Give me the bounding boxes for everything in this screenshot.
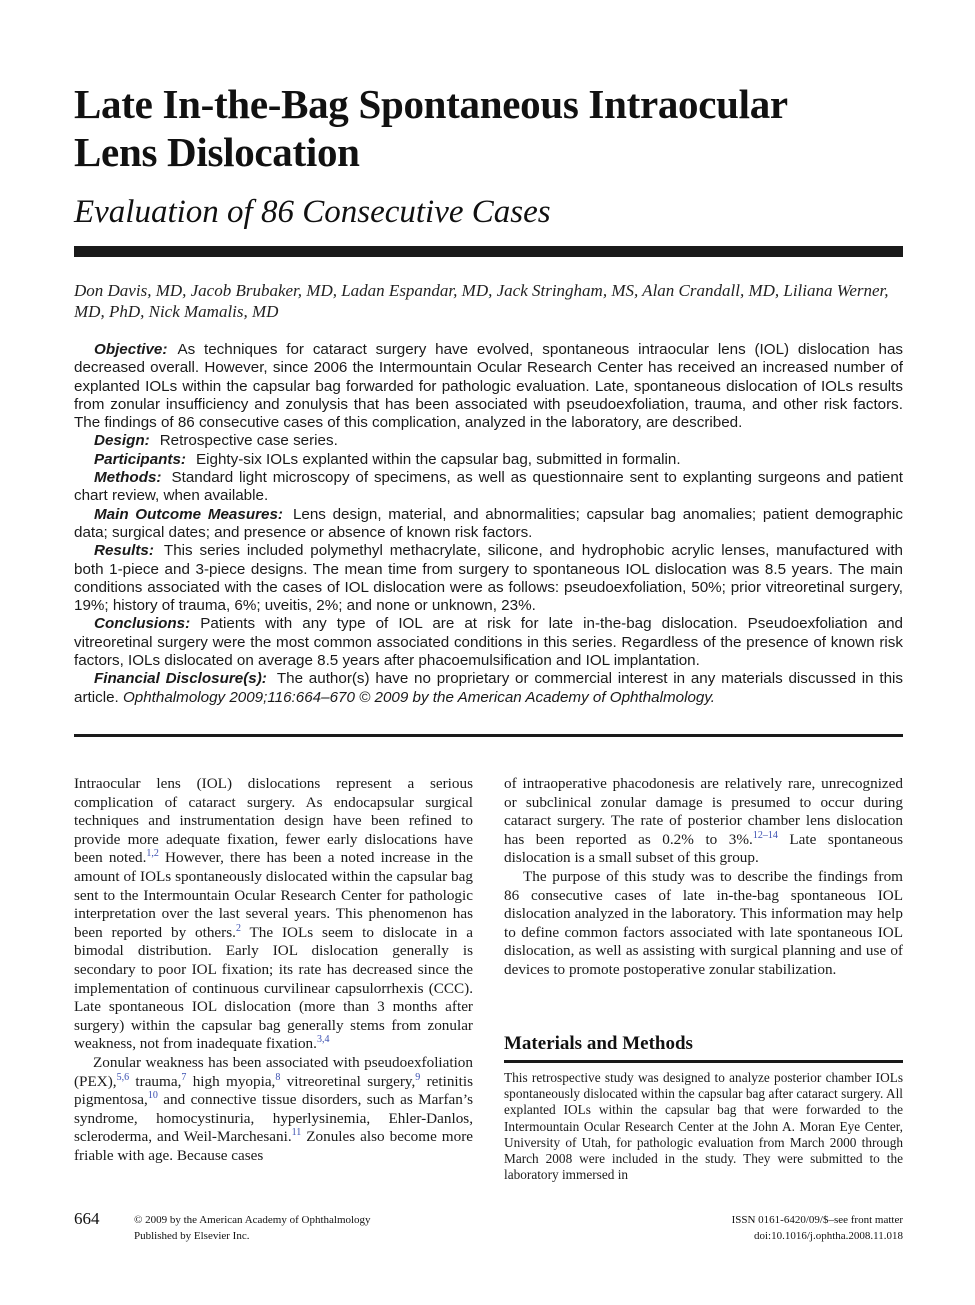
abstract: [74, 341, 903, 707]
reference-link[interactable]: 11: [291, 1127, 302, 1139]
footer-issn: ISSN 0161-6420/09/$–see front matter: [731, 1214, 903, 1226]
objective-text: As techniques for cataract surgery have evolved, spontaneous intraocular lens (IOL) dislocation has decreased overall. However, since 2006 the Intermountain Ocular Research Center has received an increased number of explanted IOLs within the capsular bag forwarded for pathologic evaluation. Late, spontaneous dislocation of IOLs results from zonular insufficiency and zonulysis that has been associated with pseudoexfoliation, trauma, and other risk factors. The findings of 86 consecutive cases of this complication, analyzed in the laboratory, are described.: [74, 341, 903, 432]
objective-label: Objective:: [94, 341, 168, 358]
intro-paragraph-4: The purpose of this study was to describe the findings from 86 consecutive cases of late in-the-bag spontaneous IOL dislocation analyzed in the laboratory. This information may help to define common factors associated with late spontaneous IOL dislocation, as well as assisting with surgical planning and use of devices to promote postoperative zonular stabilization.: [504, 867, 903, 978]
page-number: 664: [74, 1209, 100, 1228]
body-column-left: [74, 775, 473, 1165]
section-rule: [504, 1060, 903, 1063]
outcome-label: Main Outcome Measures:: [94, 505, 283, 523]
article-subtitle: Evaluation of 86 Consecutive Cases: [74, 194, 551, 230]
abstract-objective: [74, 341, 903, 432]
footer-copyright-block: [134, 1213, 371, 1244]
abstract-conclusions: [74, 615, 903, 670]
methods-label: Methods:: [94, 469, 162, 487]
methods-column: [504, 1070, 903, 1183]
design-text: Retrospective case series.: [159, 432, 338, 450]
reference-link[interactable]: 7: [181, 1071, 187, 1083]
results-label: Results:: [94, 542, 154, 560]
body-text: Late spontaneous dislocation is a small subset of this group.: [504, 830, 903, 867]
participants-text: Eighty-six IOLs explanted within the capsular bag, submitted in formalin.: [196, 450, 681, 468]
body-text: high myopia,: [186, 1072, 276, 1090]
body-text: of intraoperative phacodonesis are relatively rare, unrecognized or subclinical zonular damage is presumed to occur during cataract surgery. The rate of posterior chamber lens dislocation has been reported as 0.2% to 3%.: [504, 775, 903, 848]
methods-text: Standard light microscopy of specimens, as well as questionnaire sent to explanting surgeons and patient chart review, when available.: [74, 469, 903, 505]
intro-paragraph-3: [504, 775, 903, 868]
reference-link[interactable]: 12–14: [752, 829, 778, 841]
body-text: and connective tissue disorders, such as Marfan’s syndrome, homocystinuria, hyperlysinemia, Ehler-Danlos, scleroderma, and Weil-Marchesani.: [74, 1091, 473, 1146]
conclusions-text: Patients with any type of IOL are at risk for late in-the-bag dislocation. Pseudoexfoliation and vitreoretinal surgery were the most common associated conditions in this series. Regardless of the presence of known risk factors, IOLs dislocated on average 8.5 years after phacoemulsification and IOL implantation.: [74, 615, 903, 670]
reference-link[interactable]: 5,6: [116, 1071, 130, 1083]
reference-link[interactable]: 1,2: [146, 848, 159, 860]
body-text: Intraocular lens (IOL) dislocations represent a serious complication of cataract surgery. As endocapsular surgical techniques and instrumentation design have been refined to provide more adequate fixation, fewer early dislocations have been noted.: [74, 775, 473, 867]
header-rule: [74, 246, 903, 257]
design-label: Design:: [94, 432, 150, 450]
participants-label: Participants:: [94, 450, 186, 468]
body-text: Zonules also become more friable with age. Because cases: [74, 1128, 474, 1164]
abstract-disclosure: [74, 670, 903, 707]
body-text: The IOLs seem to dislocate in a bimodal distribution. Early IOL dislocation generally is secondary to poor IOL fixation; its rate has decreased since the implementation of continuous curvilinear capsulorrhexis (CCC). Late spontaneous IOL dislocation (more than 3 months after surgery) within the capsular bag generally stems from zonular weakness, not from inadequate fixation.: [74, 923, 474, 1053]
body-text: Zonular weakness has been associated with pseudoexfoliation (PEX),: [74, 1053, 473, 1090]
article-title: [74, 80, 914, 176]
footer-publisher: Published by Elsevier Inc.: [134, 1229, 250, 1242]
footer-doi[interactable]: doi:10.1016/j.ophtha.2008.11.018: [753, 1229, 903, 1242]
abstract-design: [74, 432, 903, 450]
reference-link[interactable]: 10: [147, 1090, 158, 1102]
abstract-outcome: [74, 506, 903, 543]
results-text: This series included polymethyl methacrylate, silicone, and hydrophobic acrylic lenses, manufactured with both 1-piece and 3-piece designs. The mean time from surgery to spontaneous IOL dislocation was 8.5 years. The main conditions associated with the cases of IOL dislocation were as follows: pseudoexfoliation, 50%; prior vitreoretinal surgery, 19%; history of trauma, 6%; uveitis, 2%; and none or unknown, 23%.: [74, 542, 903, 615]
section-heading-methods: Materials and Methods: [504, 1033, 693, 1054]
conclusions-label: Conclusions:: [94, 615, 191, 633]
intro-paragraph-1: [74, 775, 473, 1054]
title-line-1: Late In-the-Bag Spontaneous Intraocular: [74, 81, 788, 127]
journal-citation: Ophthalmology 2009;116:664–670 © 2009 by the American Academy of Ophthalmology.: [122, 688, 716, 706]
disclosure-label: Financial Disclosure(s):: [94, 670, 267, 688]
reference-link[interactable]: 9: [415, 1071, 421, 1083]
reference-link[interactable]: 2: [235, 922, 241, 934]
reference-link[interactable]: 8: [275, 1071, 281, 1083]
methods-paragraph-1: This retrospective study was designed to analyze posterior chamber IOLs spontaneously dislocated within the capsular bag after cataract surgery. All explanted IOLs within the capsular bag that were forwarded to the Intermountain Ocular Research Center at the John A. Moran Eye Center, University of Utah, for pathologic evaluation from March 2000 through March 2008 were included in the study. They were submitted to the laboratory immersed in: [504, 1070, 903, 1183]
outcome-text: Lens design, material, and abnormalities; capsular bag anomalies; patient demographic data; surgical dates; and presence or absence of known risk factors.: [74, 505, 903, 541]
title-line-2: Lens Dislocation: [74, 129, 360, 175]
body-text: However, there has been a noted increase in the amount of IOLs spontaneously dislocated within the capsular bag sent to the Intermountain Ocular Research Center for pathologic interpretation over the last several years. This phenomenon has been reported by others.: [74, 849, 473, 941]
reference-link[interactable]: 3,4: [316, 1034, 330, 1046]
abstract-results: [74, 542, 903, 615]
intro-paragraph-2: [74, 1054, 473, 1166]
body-column-right: [504, 775, 903, 980]
author-list: Don Davis, MD, Jacob Brubaker, MD, Ladan Espandar, MD, Jack Stringham, MS, Alan Crandall, MD, Liliana Werner, MD, PhD, Nick Mamalis, MD: [74, 281, 889, 321]
body-text: trauma,: [129, 1072, 182, 1090]
abstract-rule: [74, 734, 903, 737]
abstract-participants: [74, 451, 903, 469]
body-text: retinitis pigmentosa,: [74, 1072, 473, 1109]
body-text: vitreoretinal surgery,: [280, 1072, 416, 1090]
abstract-methods: [74, 469, 903, 506]
disclosure-text: The author(s) have no proprietary or commercial interest in any materials discussed in this article.: [74, 670, 903, 706]
footer-identifiers: [732, 1213, 903, 1244]
footer-copyright: © 2009 by the American Academy of Ophthalmology: [134, 1214, 371, 1226]
